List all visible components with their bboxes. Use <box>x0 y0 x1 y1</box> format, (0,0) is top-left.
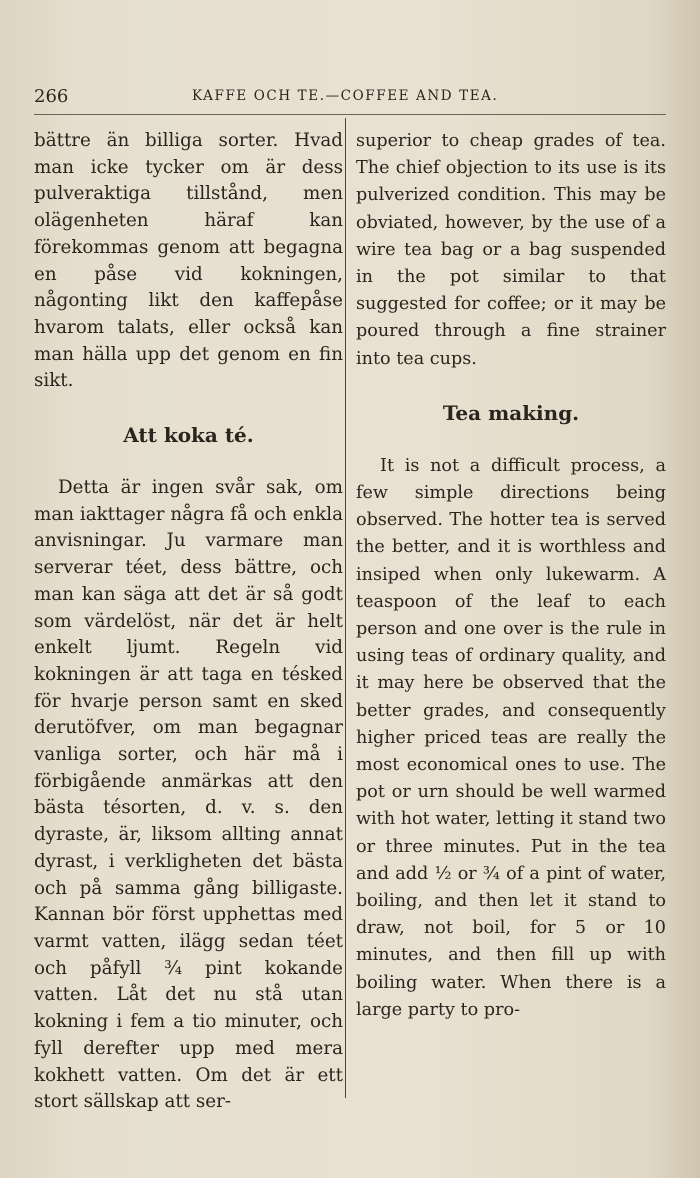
english-continuation: superior to cheap grades of tea. The chief objection to its use is its pulverized condition. This may be obviated, however, by the use of a wire tea bag or a bag suspended in the pot similar to that suggested for coffee; or it may be poured through a fine strainer into tea cups. <box>356 131 666 369</box>
swedish-section-title: Att koka té. <box>123 423 254 448</box>
running-head: KAFFE OCH TE.—COFFEE AND TEA. <box>192 88 499 104</box>
page-header <box>34 86 666 112</box>
column-divider <box>345 118 346 1098</box>
english-section-text: It is not a difficult process, a few simple directions being observed. The hotter tea is served the better, and it is worthless and insiped when only lukewarm. A teaspoon of the leaf to each person and one over is the rule in using teas of ordinary quality, and it may here be observed that the better grades, and consequently higher priced teas are really the most economical ones to use. The pot or urn should be well warmed with hot water, letting it stand two or three minutes. Put in the tea and add ½ or ¾ of a pint of water, boiling, and then let it stand to draw, not boil, for 5 or 10 minutes, and then fill up with boiling water. When there is a large party to pro- <box>356 455 666 1020</box>
header-rule <box>34 114 666 115</box>
swedish-continuation: bättre än billiga sorter. Hvad man icke tycker om är dess pulveraktiga tillstånd, men olägenheten häraf kan förekommas genom att begagna en påse vid kokningen, någonting likt den kaffepåse hvarom talats, eller också kan man hälla upp det genom en fin sikt. <box>34 130 343 392</box>
swedish-section-text: Detta är ingen svår sak, om man iakttager några få och enkla anvisningar. Ju varmare man serverar téet, dess bättre, och man kan säga att det är så godt som värdelöst, när det är helt enkelt ljumt. Regeln vid kokningen är att taga en tésked för hvarje person samt en sked derutöfver, om man begagnar vanliga sorter, och här må i förbigående anmärkas att den bästa tésorten, d. v. s. den dyraste, är, liksom allting annat dyrast, i verkligheten det bästa och på samma gång billigaste. Kannan bör först upphettas med varmt vatten, ilägg sedan téet och påfyll ¾ pint kokande vatten. Låt det nu stå utan kokning i fem a tio minuter, och fyll derefter upp med mera kokhett vatten. Om det är ett stort sällskap att ser- <box>34 477 343 1113</box>
page-number: 266 <box>34 86 69 107</box>
swedish-column <box>34 128 343 1116</box>
english-column <box>356 128 666 1024</box>
english-section-title: Tea making. <box>442 400 580 425</box>
